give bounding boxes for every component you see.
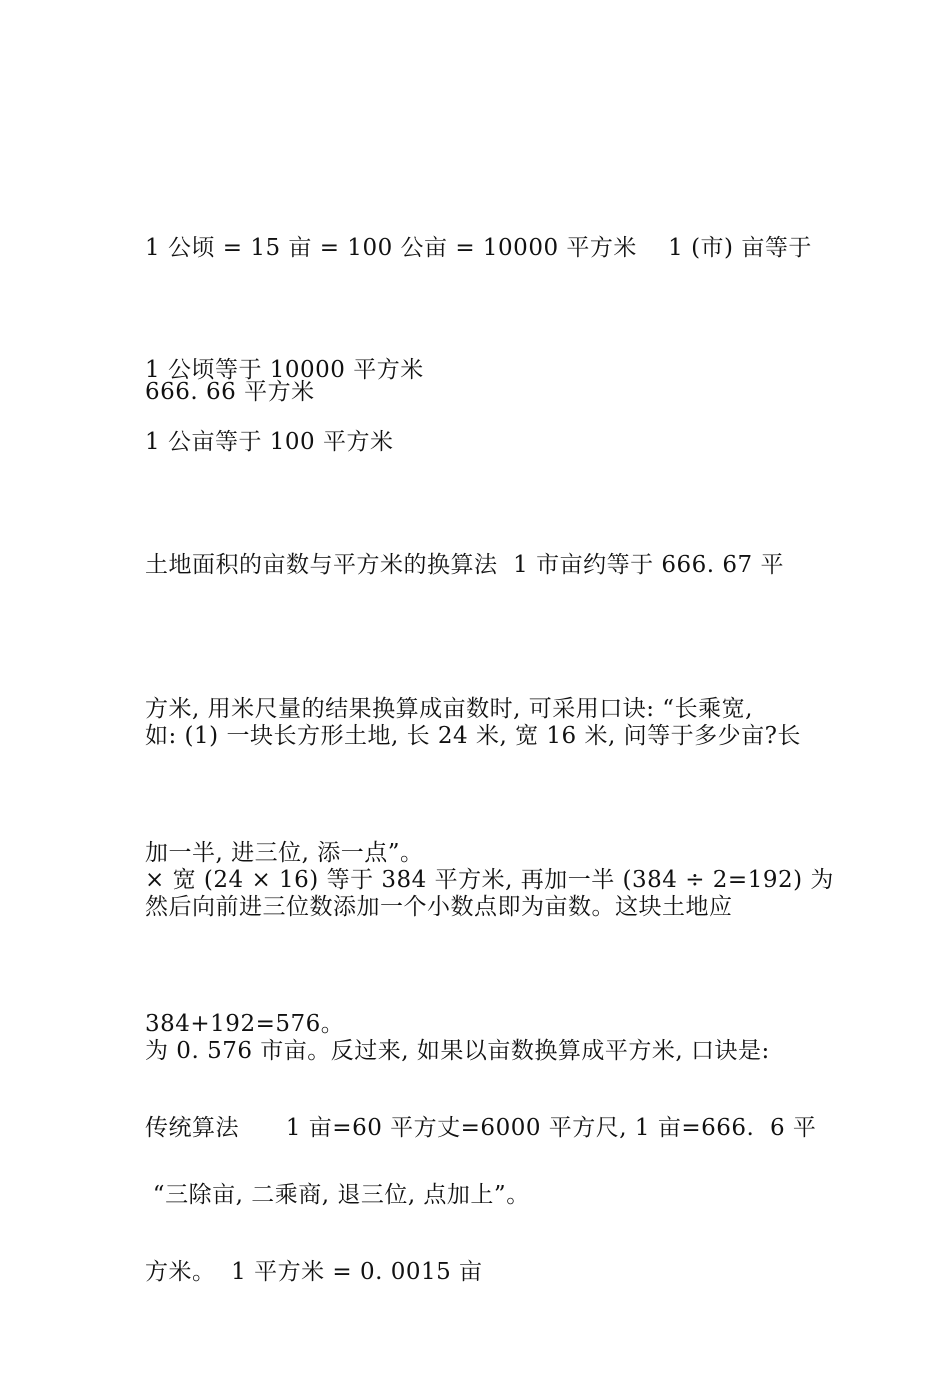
text-line: 为 0. 576 市亩。反过来, 如果以亩数换算成平方米, 口诀是: [145, 1038, 770, 1064]
text-line: 1 公顷等于 10000 平方米 [145, 357, 424, 383]
text-line: 传统算法 1 亩=60 平方丈=6000 平方尺, 1 亩=666. 6 平 [145, 1115, 817, 1141]
text-line: 方米, 用米尺量的结果换算成亩数时, 可采用口诀: “长乘宽, [145, 696, 753, 722]
text-line: 土地面积的亩数与平方米的换算法 1 市亩约等于 666. 67 平 [145, 552, 784, 578]
text-line: 1 公亩等于 100 平方米 [145, 429, 394, 455]
paragraph-traditional-method [145, 1008, 817, 1392]
text-line: 然后向前进三位数添加一个小数点即为亩数。这块土地应 [145, 894, 733, 920]
text-line: 如: (1) 一块长方形土地, 长 24 米, 宽 16 米, 问等于多少亩?长 [145, 723, 801, 749]
text-line: 666. 66 平方米 [145, 379, 315, 405]
text-line: × 宽 (24 × 16) 等于 384 平方米, 再加一半 (384 ÷ 2=192) 为 [145, 867, 834, 893]
text-line: “三除亩, 二乘商, 退三位, 点加上”。 [145, 1182, 530, 1208]
text-line: 1 公顷 = 15 亩 = 100 公亩 = 10000 平方米 1 (市) 亩等于 [145, 235, 812, 261]
text-line: 方米。 1 平方米 = 0. 0015 亩 [145, 1259, 483, 1285]
text-line: 加一半, 进三位, 添一点”。 [145, 840, 424, 866]
text-line: 384+192=576。 [145, 1011, 345, 1037]
